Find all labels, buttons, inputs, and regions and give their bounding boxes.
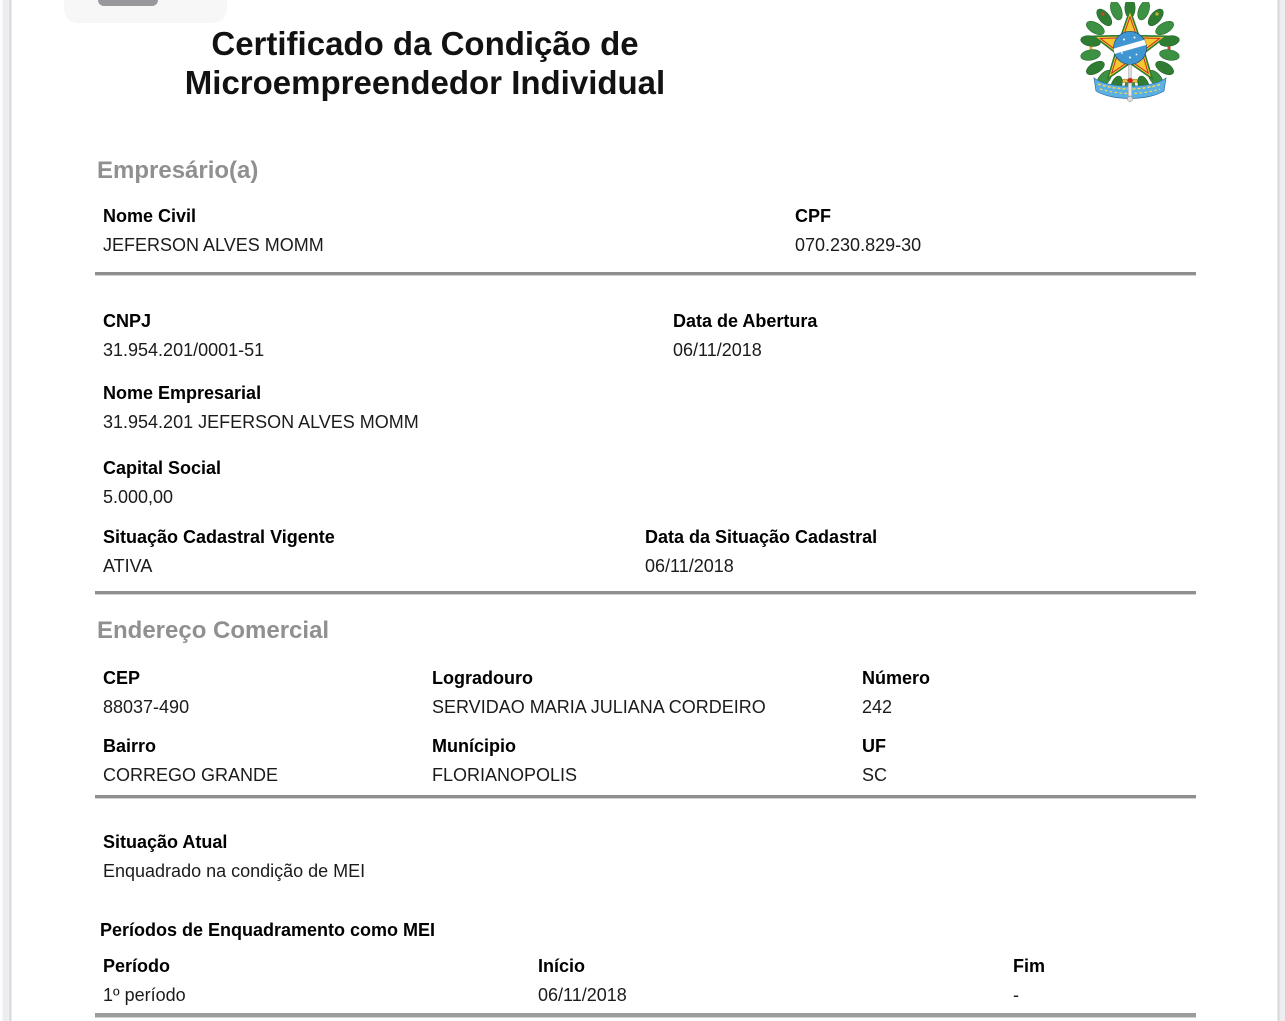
field-nome-empresarial	[103, 383, 419, 432]
numero-label: Número	[862, 668, 931, 688]
numero-value: 242	[862, 697, 893, 717]
field-data-situacao-cadastral	[645, 527, 877, 576]
uf-label: UF	[862, 736, 886, 756]
situacao-atual-label: Situação Atual	[103, 832, 228, 852]
capital-social-label: Capital Social	[103, 458, 222, 478]
uf-value: SC	[862, 765, 888, 785]
inicio-cell: 06/11/2018	[538, 985, 627, 1005]
field-municipio	[432, 736, 577, 785]
brazil-coat-of-arms-icon	[1078, 2, 1182, 114]
situacao-cadastral-vigente-value: ATIVA	[103, 556, 153, 576]
field-cep	[103, 668, 189, 717]
capital-social-value: 5.000,00	[103, 487, 174, 507]
situacao-atual-value: Enquadrado na condição de MEI	[103, 861, 366, 881]
field-situacao-cadastral-vigente	[103, 527, 335, 576]
divider-bottom	[95, 1013, 1196, 1018]
field-cpf	[795, 206, 921, 255]
municipio-value: FLORIANOPOLIS	[432, 765, 578, 785]
divider	[95, 591, 1196, 595]
field-cnpj	[103, 311, 264, 360]
field-situacao-atual	[103, 832, 365, 881]
page-left-edge	[0, 0, 12, 1021]
nome-empresarial-value: 31.954.201 JEFERSON ALVES MOMM	[103, 412, 419, 432]
divider	[95, 795, 1196, 799]
bairro-value: CORREGO GRANDE	[103, 765, 279, 785]
page-title	[95, 24, 755, 102]
cpf-label: CPF	[795, 206, 831, 226]
field-data-abertura	[673, 311, 817, 360]
field-bairro	[103, 736, 278, 785]
page-title-line2: Microempreendedor Individual	[184, 64, 666, 101]
section-heading-endereco: Endereço Comercial	[97, 617, 330, 644]
page-title-line1: Certificado da Condição de	[211, 25, 639, 62]
cnpj-label: CNPJ	[103, 311, 152, 331]
municipio-label: Munícipio	[432, 736, 516, 756]
drag-handle-pill[interactable]	[98, 0, 158, 6]
nome-civil-value: JEFERSON ALVES MOMM	[103, 235, 324, 255]
col-header-inicio: Início	[538, 956, 586, 976]
data-abertura-label: Data de Abertura	[673, 311, 818, 331]
page-right-edge	[1277, 0, 1285, 1021]
section-heading-empresario: Empresário(a)	[97, 157, 259, 184]
data-situacao-cadastral-label: Data da Situação Cadastral	[645, 527, 878, 547]
bairro-label: Bairro	[103, 736, 157, 756]
nome-empresarial-label: Nome Empresarial	[103, 383, 262, 403]
divider	[95, 272, 1196, 276]
periodos-heading: Períodos de Enquadramento como MEI	[100, 920, 436, 940]
fim-cell: -	[1013, 985, 1019, 1005]
cnpj-value: 31.954.201/0001-51	[103, 340, 265, 360]
field-logradouro	[432, 668, 766, 717]
nome-civil-label: Nome Civil	[103, 206, 197, 226]
field-nome-civil	[103, 206, 324, 255]
cpf-value: 070.230.829-30	[795, 235, 922, 255]
col-header-periodo: Período	[103, 956, 171, 976]
situacao-cadastral-vigente-label: Situação Cadastral Vigente	[103, 527, 335, 547]
logradouro-label: Logradouro	[432, 668, 533, 688]
data-abertura-value: 06/11/2018	[673, 340, 762, 360]
cep-label: CEP	[103, 668, 141, 688]
field-capital-social	[103, 458, 221, 507]
field-numero	[862, 668, 930, 717]
logradouro-value: SERVIDAO MARIA JULIANA CORDEIRO	[432, 697, 766, 717]
data-situacao-cadastral-value: 06/11/2018	[645, 556, 734, 576]
periodo-cell: 1º período	[103, 985, 186, 1005]
col-header-fim: Fim	[1013, 956, 1046, 976]
cep-value: 88037-490	[103, 697, 190, 717]
field-uf	[862, 736, 887, 785]
